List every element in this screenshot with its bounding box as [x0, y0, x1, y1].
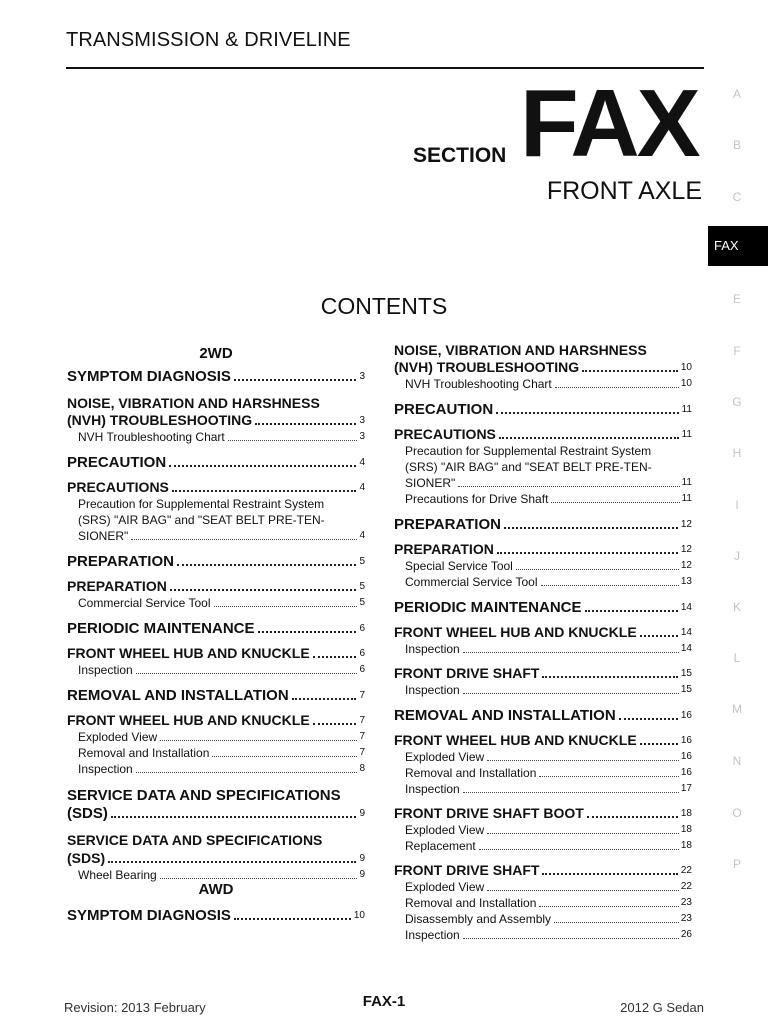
- toc-entry-page: 12: [680, 519, 692, 530]
- toc-entry[interactable]: [394, 707, 692, 724]
- toc-entry-page: 10: [353, 910, 365, 921]
- toc-subentry-page: 6: [359, 664, 365, 675]
- toc-subentry-page: 18: [680, 824, 692, 835]
- toc-entry-title: PERIODIC MAINTENANCE: [394, 599, 582, 616]
- toc-entry-title: PREPARATION: [67, 578, 167, 594]
- toc-subentry[interactable]: [394, 911, 692, 927]
- toc-subentry-title: Inspection: [405, 782, 460, 796]
- toc-subentry-title: SIONER": [405, 476, 456, 490]
- toc-entry-page: 12: [680, 544, 692, 555]
- toc-subentry-title: Inspection: [78, 663, 133, 677]
- contents-title: CONTENTS: [320, 293, 448, 319]
- toc-subentry-title: Exploded View: [405, 880, 485, 894]
- toc-subentry[interactable]: [394, 781, 692, 797]
- toc-subentry-page: 10: [680, 378, 692, 389]
- toc-subentry-title: Removal and Installation: [78, 746, 210, 760]
- toc-subentry-title: Exploded View: [405, 823, 485, 837]
- toc-entry-title: PREPARATION: [394, 516, 501, 533]
- section-name: FRONT AXLE: [546, 177, 702, 205]
- toc-entry-page: 15: [680, 668, 692, 679]
- toc-subentry[interactable]: [67, 595, 365, 611]
- index-tab-l[interactable]: L: [733, 651, 741, 665]
- toc-entry-page: 7: [359, 715, 365, 726]
- index-tab-m[interactable]: M: [732, 702, 742, 716]
- toc-entry-title: PRECAUTION: [394, 401, 494, 418]
- toc-subentry-title: Disassembly and Assembly: [405, 912, 552, 926]
- toc-subentry[interactable]: [394, 376, 692, 392]
- toc-entry[interactable]: [394, 426, 692, 443]
- toc-subentry-page: 22: [680, 881, 692, 892]
- toc-subentry-title: Inspection: [405, 642, 460, 656]
- toc-entry[interactable]: [67, 645, 365, 662]
- toc-entry[interactable]: [394, 665, 692, 682]
- toc-entry-page: 14: [680, 627, 692, 638]
- toc-entry[interactable]: [394, 401, 692, 418]
- toc-entry[interactable]: [67, 454, 365, 471]
- index-tab-h[interactable]: H: [732, 446, 742, 460]
- toc-subentry-page: 26: [680, 929, 692, 940]
- toc-entry[interactable]: [67, 850, 365, 867]
- toc-subentry-page: 17: [680, 783, 692, 794]
- toc-subentry[interactable]: [394, 574, 692, 590]
- toc-entry-page: 22: [680, 865, 692, 876]
- toc-subentry-page: 5: [359, 597, 365, 608]
- toc-subentry-title: Precautions for Drive Shaft: [405, 492, 549, 506]
- toc-entry-title: FRONT DRIVE SHAFT: [394, 665, 540, 681]
- toc-entry[interactable]: [394, 732, 692, 749]
- toc-subentry-prefix: Precaution for Supplemental Restraint System: [78, 497, 325, 511]
- toc-entry-prefix: SERVICE DATA AND SPECIFICATIONS: [67, 787, 341, 804]
- toc-subentry-page: 16: [680, 767, 692, 778]
- toc-entry-prefix: NOISE, VIBRATION AND HARSHNESS: [394, 342, 647, 358]
- toc-subentry-title: Wheel Bearing: [78, 868, 157, 882]
- heading-2wd: 2WD: [199, 345, 233, 362]
- toc-subentry-title: SIONER": [78, 529, 129, 543]
- toc-subentry-title: Inspection: [78, 762, 133, 776]
- toc-subentry-title: Exploded View: [405, 750, 485, 764]
- toc-entry[interactable]: [394, 541, 692, 558]
- toc-subentry-page: 8: [359, 763, 365, 774]
- toc-entry-page: 11: [681, 429, 692, 440]
- toc-subentry[interactable]: [394, 558, 692, 574]
- toc-subentry-page: 15: [680, 684, 692, 695]
- toc-entry[interactable]: [394, 862, 692, 879]
- toc-entry-page: 3: [359, 371, 365, 382]
- index-tab-n[interactable]: N: [732, 754, 742, 768]
- toc-subentry-title: Removal and Installation: [405, 766, 537, 780]
- index-tab-fax[interactable]: FAX: [708, 226, 768, 266]
- toc-subentry-prefix: Precaution for Supplemental Restraint System: [405, 444, 652, 458]
- toc-entry-page: 6: [359, 648, 365, 659]
- toc-entry[interactable]: [394, 624, 692, 641]
- toc-subentry[interactable]: [67, 528, 365, 544]
- toc-entry[interactable]: [67, 412, 365, 429]
- toc-entry[interactable]: [67, 805, 365, 822]
- toc-left-column: [67, 342, 365, 924]
- toc-entry[interactable]: [67, 712, 365, 729]
- footer-model: 2012 G Sedan: [620, 1000, 704, 1015]
- toc-entry-title: FRONT DRIVE SHAFT: [394, 862, 540, 878]
- toc-entry-page: 4: [359, 482, 365, 493]
- toc-subentry[interactable]: [394, 749, 692, 765]
- toc-subentry-title: Replacement: [405, 839, 476, 853]
- toc-entry-page: 9: [359, 853, 365, 864]
- toc-entry-prefix: NOISE, VIBRATION AND HARSHNESS: [67, 395, 320, 411]
- toc-subentry-title: Commercial Service Tool: [78, 596, 211, 610]
- toc-subentry[interactable]: [394, 822, 692, 838]
- toc-subentry-page: 11: [681, 477, 692, 488]
- toc-subentry[interactable]: [394, 641, 692, 657]
- toc-entry-page: 6: [359, 623, 365, 634]
- index-tab-k[interactable]: K: [732, 600, 741, 614]
- toc-entry-title: REMOVAL AND INSTALLATION: [394, 707, 616, 724]
- toc-entry-title: FRONT WHEEL HUB AND KNUCKLE: [394, 624, 637, 640]
- toc-subentry-title: NVH Troubleshooting Chart: [405, 377, 552, 391]
- toc-entry-page: 3: [359, 415, 365, 426]
- toc-subentry-prefix: (SRS) "AIR BAG" and "SEAT BELT PRE-TEN-: [78, 513, 325, 527]
- toc-subentry-title: Special Service Tool: [405, 559, 513, 573]
- toc-entry-title: (NVH) TROUBLESHOOTING: [67, 412, 253, 428]
- index-tab-o[interactable]: O: [732, 806, 742, 820]
- toc-entry-title: FRONT DRIVE SHAFT BOOT: [394, 805, 584, 821]
- footer-revision: Revision: 2013 February: [64, 1000, 206, 1015]
- toc-entry-page: 5: [359, 581, 365, 592]
- toc-entry-page: 10: [680, 362, 692, 373]
- toc-right-column: [394, 342, 692, 943]
- section-code: FAX: [520, 70, 698, 177]
- toc-entry[interactable]: [67, 553, 365, 570]
- toc-subentry-page: 3: [359, 431, 365, 442]
- toc-entry-title: PREPARATION: [67, 553, 174, 570]
- toc-entry-title: (SDS): [67, 805, 108, 822]
- toc-subentry-title: Inspection: [405, 928, 460, 942]
- toc-entry-title: PREPARATION: [394, 541, 494, 557]
- toc-subentry[interactable]: [67, 662, 365, 678]
- toc-entry-page: 11: [681, 404, 692, 415]
- toc-entry[interactable]: [67, 368, 365, 385]
- toc-entry-title: PRECAUTION: [67, 454, 167, 471]
- toc-subentry-page: 16: [680, 751, 692, 762]
- toc-subentry-page: 18: [680, 840, 692, 851]
- index-tab-g[interactable]: G: [732, 395, 742, 409]
- toc-entry[interactable]: [67, 907, 365, 924]
- toc-subentry-page: 12: [680, 560, 692, 571]
- toc-entry-page: 16: [680, 710, 692, 721]
- index-tab-p[interactable]: P: [732, 857, 741, 871]
- toc-subentry-page: 13: [680, 576, 692, 587]
- toc-entry[interactable]: [67, 578, 365, 595]
- toc-subentry-title: Removal and Installation: [405, 896, 537, 910]
- toc-entry[interactable]: [67, 687, 365, 704]
- toc-subentry[interactable]: [67, 429, 365, 445]
- toc-entry-page: 16: [680, 735, 692, 746]
- toc-subentry-page: 11: [681, 493, 692, 504]
- toc-subentry-page: 23: [680, 897, 692, 908]
- heading-awd: AWD: [198, 881, 234, 898]
- toc-subentry-page: 23: [680, 913, 692, 924]
- toc-entry-title: PERIODIC MAINTENANCE: [67, 620, 255, 637]
- toc-subentry[interactable]: [394, 838, 692, 854]
- index-tab-f[interactable]: F: [733, 344, 741, 358]
- toc-subentry[interactable]: [394, 879, 692, 895]
- toc-subentry-page: 4: [359, 530, 365, 541]
- toc-entry-page: 7: [359, 690, 365, 701]
- index-tab-e[interactable]: E: [732, 292, 741, 306]
- toc-subentry[interactable]: [67, 745, 365, 761]
- toc-entry[interactable]: [394, 805, 692, 822]
- toc-subentry[interactable]: [394, 475, 692, 491]
- toc-subentry-title: Exploded View: [78, 730, 158, 744]
- toc-entry[interactable]: [394, 516, 692, 533]
- toc-subentry-page: 7: [359, 731, 365, 742]
- index-tab-b[interactable]: B: [732, 138, 741, 152]
- toc-subentry-title: NVH Troubleshooting Chart: [78, 430, 225, 444]
- section-word: SECTION: [413, 144, 507, 167]
- toc-entry-title: FRONT WHEEL HUB AND KNUCKLE: [394, 732, 637, 748]
- toc-entry-page: 18: [680, 808, 692, 819]
- toc-entry-title: SYMPTOM DIAGNOSIS: [67, 368, 231, 385]
- toc-subentry[interactable]: [394, 895, 692, 911]
- toc-entry[interactable]: [394, 359, 692, 376]
- toc-entry-title: REMOVAL AND INSTALLATION: [67, 687, 289, 704]
- toc-entry-page: 9: [359, 808, 365, 819]
- toc-entry-title: SYMPTOM DIAGNOSIS: [67, 907, 231, 924]
- toc-entry-title: FRONT WHEEL HUB AND KNUCKLE: [67, 645, 310, 661]
- footer-page-id: FAX-1: [362, 993, 406, 1010]
- toc-subentry[interactable]: [394, 927, 692, 943]
- toc-subentry[interactable]: [67, 729, 365, 745]
- toc-entry-title: FRONT WHEEL HUB AND KNUCKLE: [67, 712, 310, 728]
- toc-entry[interactable]: [394, 599, 692, 616]
- toc-subentry[interactable]: [394, 491, 692, 507]
- toc-entry-title: (NVH) TROUBLESHOOTING: [394, 359, 580, 375]
- toc-subentry-title: Commercial Service Tool: [405, 575, 538, 589]
- toc-subentry[interactable]: [67, 761, 365, 777]
- toc-subentry-title: Inspection: [405, 683, 460, 697]
- toc-entry-page: 4: [359, 457, 365, 468]
- header-rule: [66, 67, 704, 69]
- header-title: TRANSMISSION & DRIVELINE: [66, 29, 351, 51]
- toc-entry[interactable]: [67, 479, 365, 496]
- toc-subentry[interactable]: [394, 682, 692, 698]
- toc-subentry-page: 14: [680, 643, 692, 654]
- index-tab-j[interactable]: J: [734, 549, 740, 563]
- index-tab-a[interactable]: A: [732, 87, 741, 101]
- index-tab-i[interactable]: I: [735, 498, 739, 512]
- toc-entry-title: PRECAUTIONS: [67, 479, 169, 495]
- toc-entry[interactable]: [67, 620, 365, 637]
- toc-subentry-page: 9: [359, 869, 365, 880]
- toc-entry-page: 14: [680, 602, 692, 613]
- toc-entry-prefix: SERVICE DATA AND SPECIFICATIONS: [67, 832, 323, 848]
- toc-entry-title: (SDS): [67, 850, 106, 866]
- toc-subentry[interactable]: [394, 765, 692, 781]
- toc-entry-title: PRECAUTIONS: [394, 426, 496, 442]
- toc-entry-page: 5: [359, 556, 365, 567]
- toc-subentry-prefix: (SRS) "AIR BAG" and "SEAT BELT PRE-TEN-: [405, 460, 652, 474]
- index-tab-c[interactable]: C: [732, 190, 742, 204]
- toc-subentry-page: 7: [359, 747, 365, 758]
